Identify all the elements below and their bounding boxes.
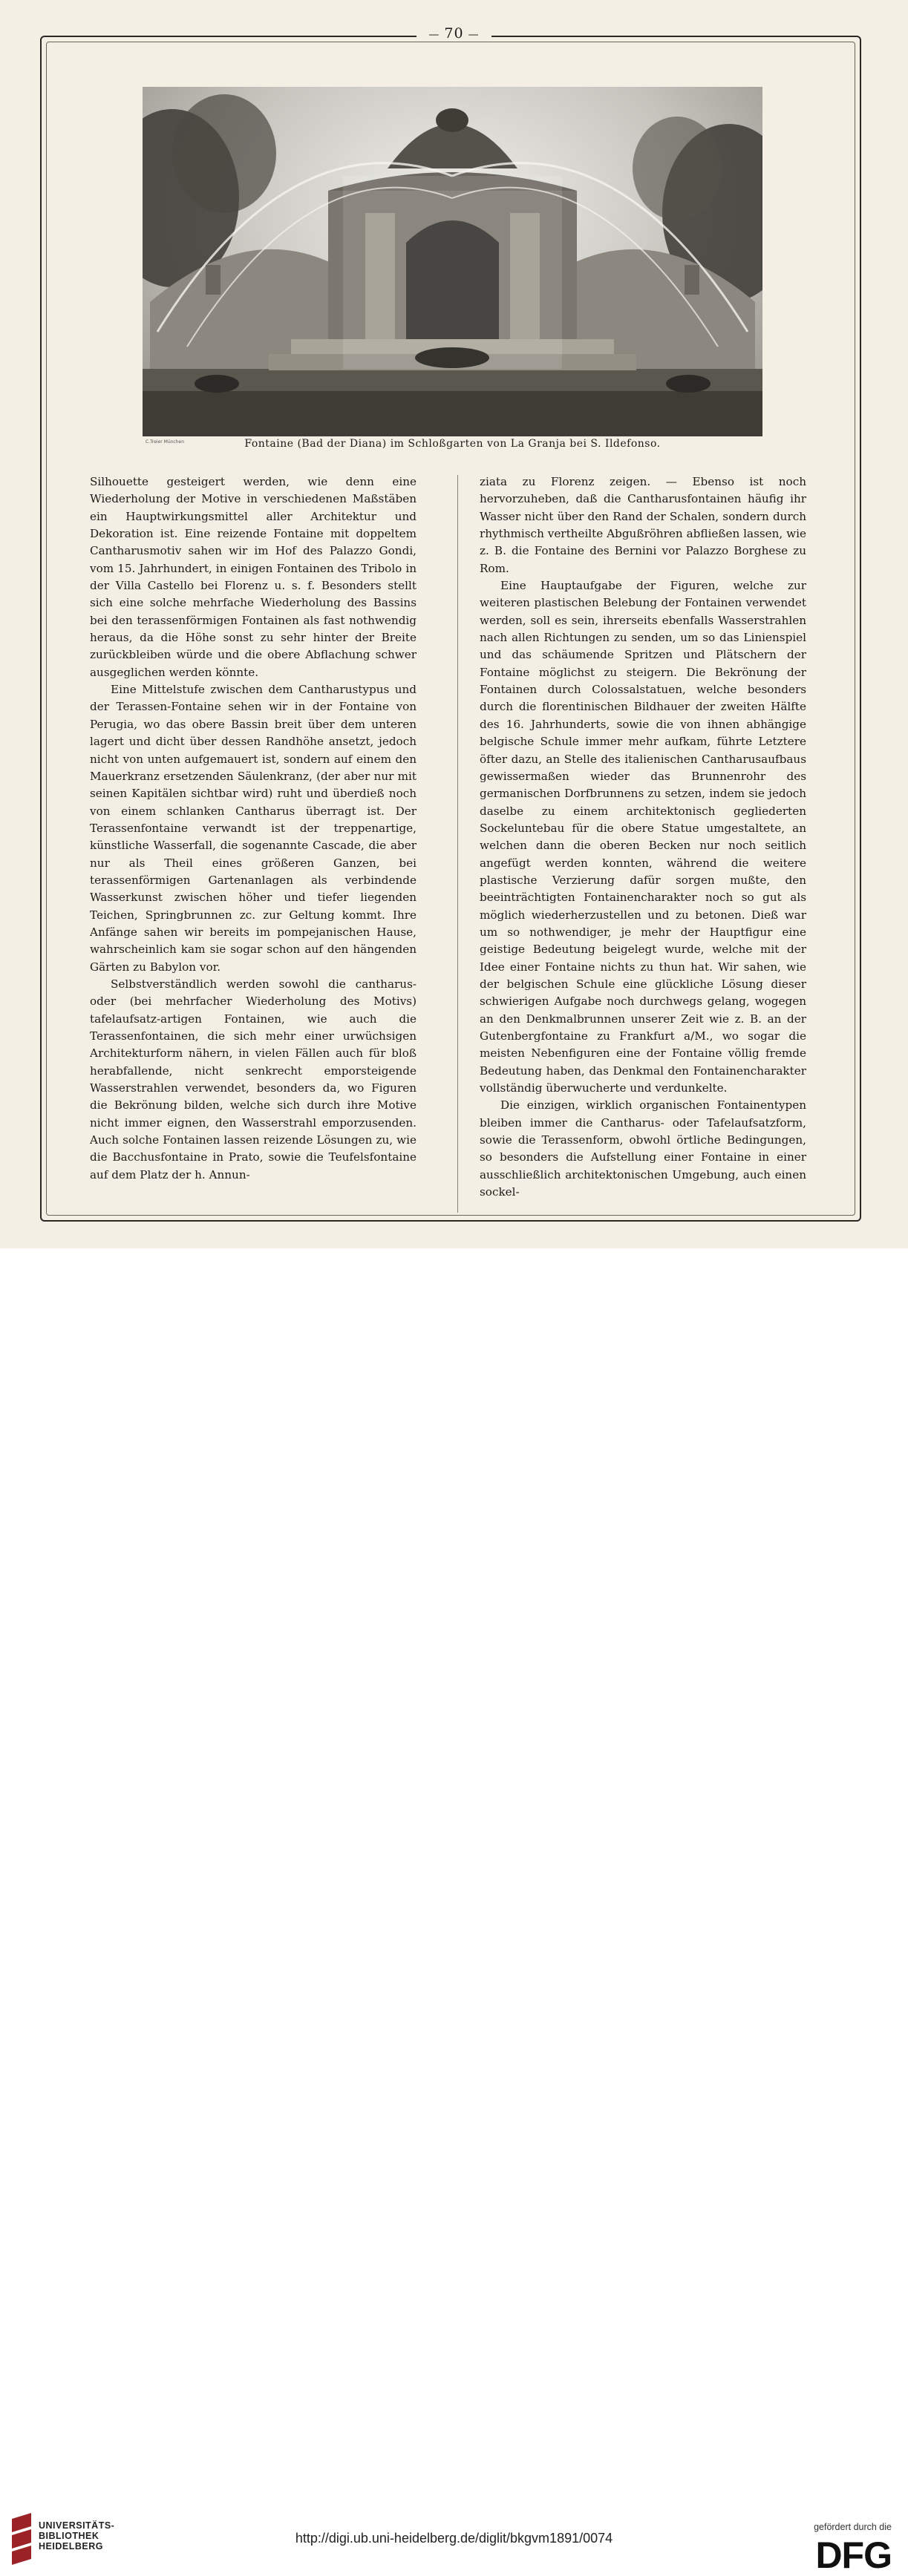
paragraph: ziata zu Florenz zeigen. — Ebenso ist noch hervorzuheben, daß die Cantharusfontainen häufig ihr Wasser nicht über den Rand der Schalen, sondern durch rhythmisch vertheilte Abgußröhren abfließen lassen, wie z. B. die Fontaine des Bernini vor Palazzo Borghese zu Rom. xyxy=(480,475,806,575)
permalink-url[interactable]: http://digi.ub.uni-heidelberg.de/diglit/bkgvm1891/0074 xyxy=(295,2531,613,2546)
left-column xyxy=(90,473,417,1184)
library-name: UNIVERSITÄTS- BIBLIOTHEK HEIDELBERG xyxy=(39,2520,115,2552)
scanned-page xyxy=(0,0,908,1248)
paragraph: Silhouette gesteigert werden, wie denn eine Wiederholung der Motive in verschiedenen Maßstäben ein Hauptwirkungsmittel aller Architektur und Dekoration ist. Eine reizende Fontaine mit doppeltem Cantharusmotiv sahen wir im Hof des Palazzo Gondi, vom 15. Jahrhundert, in einigen Fontainen des Tribolo in der Villa Castello bei Florenz u. s. f. Besonders stellt sich eine solche mehrfache Wiederholung des Bassins bei den terassenförmigen Fontainen als fast nothwendig heraus, da die Höhe sonst zu sehr hinter der Breite zurückbleiben würde und die obere Abflachung schwer ausgeglichen werden könnte. xyxy=(90,475,417,679)
funder-label: gefördert durch die xyxy=(814,2522,892,2532)
dfg-logo: DFG xyxy=(815,2534,892,2576)
paragraph: Die einzigen, wirklich organischen Fontainentypen bleiben immer die Cantharus- oder Tafelaufsatzform, sowie die Terassenform, obwohl örtliche Bedingungen, so besonders die Aufstellung einer Fontaine in einer ausschließlich architektonischen Umgebung, auch einen sockel- xyxy=(480,1098,806,1199)
paragraph: Eine Mittelstufe zwischen dem Cantharustypus und der Terassen-Fontaine sehen wir in der Fontaine von Perugia, wo das obere Bassin breit über dem unteren lagert und dicht über dessen Randhöhe ansetzt, jedoch nicht von unten aufgemauert ist, sondern auf einem den Mauerkranz ersetzenden Säulenkranz, (der aber nur mit seinen Kapitälen sichtbar wird) ruht und überdieß noch von einem schlanken Cantharus überragt ist. Der Terassenfontaine verwandt ist der treppenartige, künstliche Wasserfall, die sogenannte Cascade, die aber nur als Theil eines größeren Ganzen, bei terassenförmigen Gartenanlagen als verbindende Wasserkunst zwischen höher und tiefer liegenden Teichen, Springbrunnen zc. zur Geltung kommt. Ihre Anfänge sahen wir bereits im pompejanischen Hause, wahrscheinlich kam sie sogar schon auf den hängenden Gärten zu Babylon vor. xyxy=(90,683,417,974)
paragraph: Eine Hauptaufgabe der Figuren, welche zur weiteren plastischen Belebung der Fontainen verwendet werden, soll es sein, ihrerseits ebenfalls Wasserstrahlen nach allen Richtungen zu senden, um so das Linienspiel und das schäumende Spritzen und Plätschern der Fontaine möglichst zu steigern. Die Bekrönung der Fontainen durch Colossalstatuen, welche besonders durch die florentinischen Bildhauer der zweiten Hälfte des 16. Jahrhunderts, sowie die von ihnen abhängige belgische Schule immer mehr aufkam, führte Letztere öfter dazu, an Stelle des italienischen Cantharusaufbaus gewissermaßen wieder das Brunnenrohr des germanischen Dorfbrunnens zu setzen, indem sie jedoch daselbe zu einem architektonisch gegliederten Sockeluntebau für die obere Statue umgestaltete, an welchen dann die oberen Becken nur noch seitlich angefügt werden konnten, während die weitere plastische Verzierung dafür sorgen mußte, den beeinträchtigten Fontainencharakter noch so gut als möglich wiederherzustellen und zu betonen. Dieß war um so nothwendiger, je mehr der Hauptfigur eine geistige Bedeutung beigelegt wurde, welche mit der Idee einer Fontaine nichts zu thun hat. Wir sahen, wie der belgischen Schule eine glückliche Lösung dieser schwierigen Aufgabe noch durchwegs gelang, wogegen an den Denkmalbrunnen unserer Zeit wie z. B. an der Gutenbergfontaine zu Frankfurt a/M., wo sogar die meisten Nebenfiguren eine der Fontaine völlig fremde Bedeutung haben, das Denkmal den Fontainencharakter vollständig überwucherte und verdunkelte. xyxy=(480,579,806,1095)
right-column xyxy=(480,473,806,1201)
fountain-engraving xyxy=(143,87,762,436)
engraver-credit: C.Treier München xyxy=(146,439,185,445)
page-number: — 70 — xyxy=(417,25,491,42)
viewer-footer xyxy=(0,1248,908,2576)
column-divider xyxy=(457,475,458,1213)
paragraph: Selbstverständlich werden sowohl die cantharus- oder (bei mehrfacher Wiederholung des Motivs) tafelaufsatz-artigen Fontainen, wie auch die Terassenfontainen, die sich mehr einer urwüchsigen Architekturform nähern, in vielen Fällen auch für bloß herabfallende, nicht senkrecht emporsteigende Wasserstrahlen verwendet, besonders da, wo Figuren die Bekrönung bilden, welche sich durch ihre Motive nicht immer eignen, den Wasserstrahl emporzusenden. Auch solche Fontainen lassen reizende Lösungen zu, wie die Bacchusfontaine in Prato, sowie die Teufelsfontaine auf dem Platz der h. Annun- xyxy=(90,977,417,1182)
figure-caption: Fontaine (Bad der Diana) im Schloßgarten von La Granja bei S. Ildefonso. xyxy=(244,438,661,450)
